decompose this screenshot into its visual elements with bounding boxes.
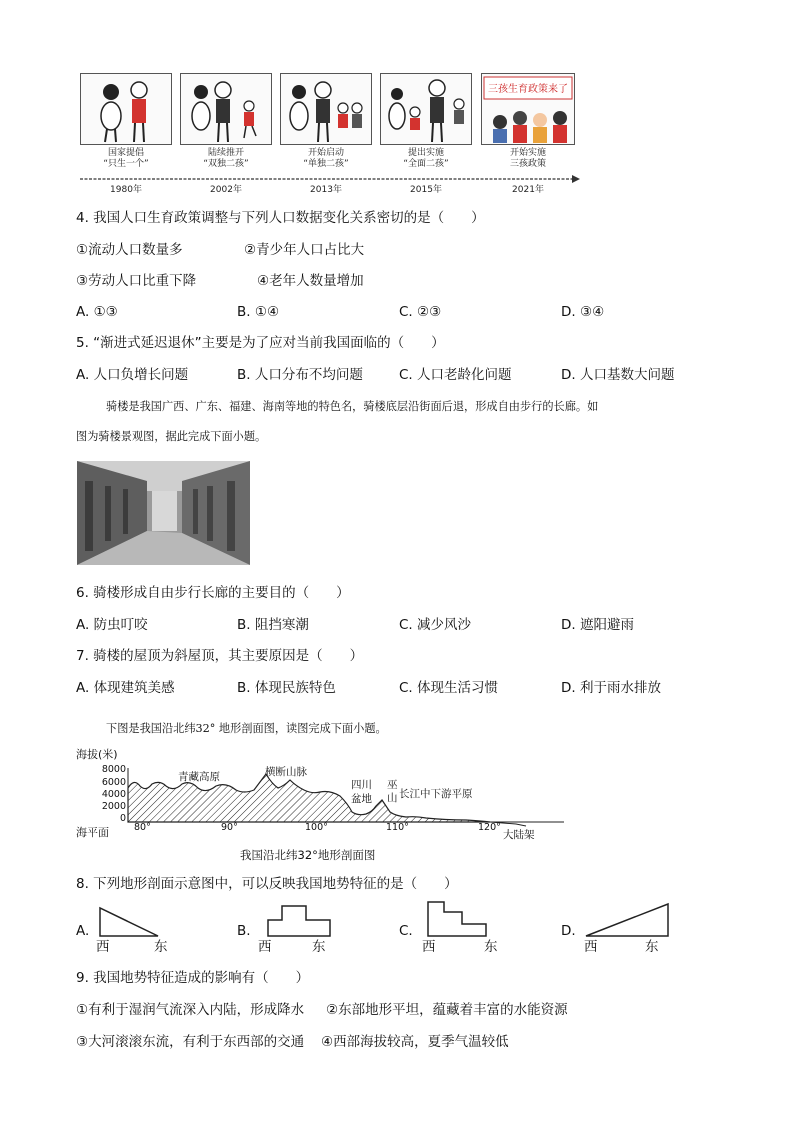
- label-qinghai-plateau: 青藏高原: [178, 771, 220, 783]
- profile-option-d-shape: [582, 900, 672, 940]
- caption-line: 国家提倡: [107, 148, 144, 158]
- question-9-item-2: ②东部地形平坦，蕴藏着丰富的水能资源: [326, 1002, 568, 1018]
- caption-line: “双独二孩”: [203, 159, 249, 169]
- label-wushan-2: 山: [387, 792, 398, 804]
- caption-line: 提出实施: [407, 148, 444, 158]
- profile-ytick: 6000: [101, 777, 126, 788]
- timeline-panel-4: [380, 73, 472, 145]
- question-7-stem: 7. 骑楼的屋顶为斜屋顶，其主要原因是（ ）: [76, 648, 364, 664]
- timeline-year-5: 2021年: [512, 185, 544, 195]
- caption-line: “单独二孩”: [303, 159, 349, 169]
- west-label: 西: [258, 939, 272, 955]
- label-changjiang-plain: 长江中下游平原: [399, 788, 473, 800]
- passage-qilou-line-2: 图为骑楼景观图，据此完成下面小题。: [76, 430, 267, 443]
- label-sichuan-basin-2: 盆地: [351, 793, 372, 805]
- profile-caption: 我国沿北纬32°地形剖面图: [240, 848, 376, 862]
- passage-qilou-line-1: 骑楼是我国广西、广东、福建、海南等地的特色名，骑楼底层沿街面后退，形成自由步行的长廊。如: [106, 400, 599, 413]
- profile-sea-level: 海平面: [76, 826, 109, 839]
- profile-option-b-shape: [262, 902, 334, 938]
- timeline-panel-2: [180, 73, 272, 145]
- family-illustration: [281, 74, 371, 144]
- caption-line: 开始启动: [307, 148, 344, 158]
- qilou-photo: [77, 461, 250, 565]
- timeline-year-4: 2015年: [410, 185, 442, 195]
- profile-xtick: 100°: [305, 822, 328, 833]
- timeline-caption-4: [380, 148, 472, 170]
- timeline-caption-5: [481, 148, 575, 170]
- profile-xtick: 120°: [478, 822, 501, 833]
- timeline-caption-1: [80, 148, 172, 170]
- timeline-caption-3: [280, 148, 372, 170]
- question-7-option-a[interactable]: A. 体现建筑美感: [76, 680, 175, 696]
- question-4-option-c[interactable]: C. ②③: [399, 304, 442, 320]
- caption-line: “全面二孩”: [403, 159, 449, 169]
- east-label: 东: [312, 939, 326, 955]
- family-illustration: [181, 74, 271, 144]
- option-letter: C.: [399, 923, 413, 939]
- profile-ytick: 0: [119, 813, 126, 824]
- timeline-panel-5: [481, 73, 575, 145]
- question-7-option-b[interactable]: B. 体现民族特色: [237, 680, 336, 696]
- profile-xtick: 90°: [221, 822, 238, 833]
- policy-banner-text: 三孩生育政策来了: [488, 84, 568, 95]
- qilou-street-image: [77, 461, 250, 565]
- label-sichuan-basin-1: 四川: [351, 779, 372, 791]
- profile-xtick: 110°: [386, 822, 409, 833]
- question-4-option-d[interactable]: D. ③④: [561, 304, 605, 320]
- question-7-option-c[interactable]: C. 体现生活习惯: [399, 680, 499, 696]
- caption-line: 三孩政策: [509, 159, 546, 169]
- passage-profile-intro: 下图是我国沿北纬32° 地形剖面图，读图完成下面小题。: [106, 722, 387, 735]
- timeline-panel-3: [280, 73, 372, 145]
- profile-xtick: 80°: [134, 822, 151, 833]
- option-letter: A.: [76, 923, 90, 939]
- question-9-item-3: ③大河滚滚东流，有利于东西部的交通: [76, 1034, 305, 1050]
- label-continental-shelf: 大陆架: [503, 829, 535, 841]
- timeline-year-2: 2002年: [210, 185, 242, 195]
- question-5-option-a[interactable]: A. 人口负增长问题: [76, 367, 189, 383]
- profile-ylabel: 海拔(米): [76, 748, 118, 761]
- caption-line: 陆续推开: [207, 148, 244, 158]
- east-label: 东: [484, 939, 498, 955]
- couple-illustration: [81, 74, 171, 144]
- profile-ytick: 2000: [101, 801, 126, 812]
- question-6-option-b[interactable]: B. 阻挡寒潮: [237, 617, 309, 633]
- question-4-option-a[interactable]: A. ①③: [76, 304, 118, 320]
- east-label: 东: [154, 939, 168, 955]
- caption-line: 开始实施: [509, 148, 546, 158]
- question-7-option-d[interactable]: D. 利于雨水排放: [561, 680, 661, 696]
- question-6-stem: 6. 骑楼形成自由步行长廊的主要目的（ ）: [76, 585, 350, 601]
- label-wushan-1: 巫: [387, 779, 398, 791]
- question-4-item-2: ②青少年人口占比大: [244, 242, 365, 258]
- question-5-stem: 5. “渐进式延迟退休”主要是为了应对当前我国面临的（ ）: [76, 335, 445, 351]
- question-4-option-b[interactable]: B. ①④: [237, 304, 280, 320]
- west-label: 西: [422, 939, 436, 955]
- option-letter: B.: [237, 923, 251, 939]
- question-4-item-3: ③劳动人口比重下降: [76, 273, 197, 289]
- question-6-option-a[interactable]: A. 防虫叮咬: [76, 617, 148, 633]
- question-9-item-4: ④西部海拔较高，夏季气温较低: [321, 1034, 509, 1050]
- profile-option-a-shape: [94, 904, 164, 940]
- timeline-caption-2: [180, 148, 272, 170]
- question-9-stem: 9. 我国地势特征造成的影响有（ ）: [76, 970, 310, 986]
- west-label: 西: [96, 939, 110, 955]
- family-illustration: [381, 74, 471, 144]
- caption-line: “只生一个”: [103, 159, 149, 169]
- label-hengduan-mountains: 横断山脉: [265, 766, 307, 778]
- question-6-option-d[interactable]: D. 遮阳避雨: [561, 617, 634, 633]
- question-4-item-1: ①流动人口数量多: [76, 242, 183, 258]
- question-9-item-1: ①有利于湿润气流深入内陆，形成降水: [76, 1002, 305, 1018]
- question-5-option-c[interactable]: C. 人口老龄化问题: [399, 367, 512, 383]
- question-4-stem: 4. 我国人口生育政策调整与下列人口数据变化关系密切的是（ ）: [76, 210, 485, 226]
- option-letter: D.: [561, 923, 576, 939]
- question-8-stem: 8. 下列地形剖面示意图中，可以反映我国地势特征的是（ ）: [76, 876, 458, 892]
- question-5-option-b[interactable]: B. 人口分布不均问题: [237, 367, 363, 383]
- question-6-option-c[interactable]: C. 减少风沙: [399, 617, 472, 633]
- question-5-option-d[interactable]: D. 人口基数大问题: [561, 367, 675, 383]
- timeline-year-3: 2013年: [310, 185, 342, 195]
- east-label: 东: [645, 939, 659, 955]
- profile-ytick: 8000: [101, 764, 126, 775]
- question-4-item-4: ④老年人数量增加: [257, 273, 364, 289]
- timeline-panel-1: [80, 73, 172, 145]
- west-label: 西: [584, 939, 598, 955]
- timeline-year-1: 1980年: [110, 185, 142, 195]
- profile-option-c-shape: [422, 898, 492, 940]
- profile-ytick: 4000: [101, 789, 126, 800]
